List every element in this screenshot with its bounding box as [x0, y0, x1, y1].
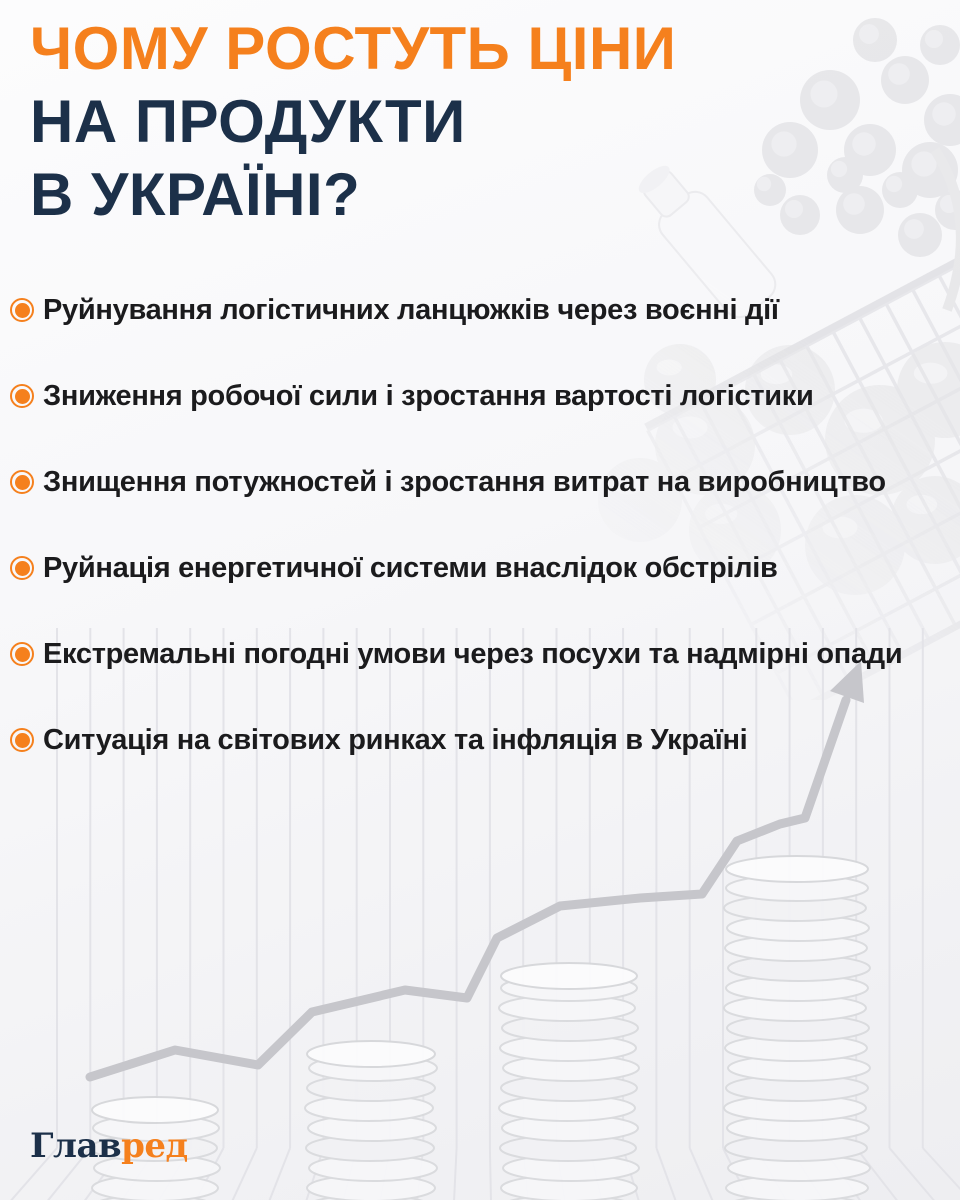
page-title	[30, 12, 676, 231]
reason-item	[10, 550, 902, 586]
reason-text: Руйнування логістичних ланцюжків через воєнні дії	[43, 293, 779, 326]
bullet-icon	[10, 298, 34, 322]
title-line-accent: ЧОМУ РОСТУТЬ ЦІНИ	[30, 15, 677, 82]
reason-item	[10, 292, 902, 328]
reason-text: Ситуація на світових ринках та інфляція в Україні	[43, 723, 748, 756]
brand-logo	[30, 1126, 188, 1166]
bullet-icon	[10, 470, 34, 494]
reason-item	[10, 636, 902, 672]
reason-item	[10, 378, 902, 414]
bullet-icon	[10, 556, 34, 580]
title-line-2: НА ПРОДУКТИ	[30, 88, 466, 155]
reason-item	[10, 464, 902, 500]
brand-logo-part-2: ред	[121, 1126, 188, 1166]
title-line-3: В УКРАЇНІ?	[30, 161, 361, 228]
reason-text: Руйнація енергетичної системи внаслідок обстрілів	[43, 551, 778, 584]
bullet-icon	[10, 384, 34, 408]
bullet-icon	[10, 728, 34, 752]
reason-item	[10, 722, 902, 758]
brand-logo-part-1: Глав	[30, 1126, 122, 1166]
reasons-list	[10, 292, 902, 808]
reason-text: Зниження робочої сили і зростання вартості логістики	[43, 379, 814, 412]
coin-stacks	[90, 856, 870, 1200]
reason-text: Знищення потужностей і зростання витрат на виробництво	[43, 465, 886, 498]
reason-text: Екстремальні погодні умови через посухи та надмірні опади	[43, 637, 903, 670]
bullet-icon	[10, 642, 34, 666]
